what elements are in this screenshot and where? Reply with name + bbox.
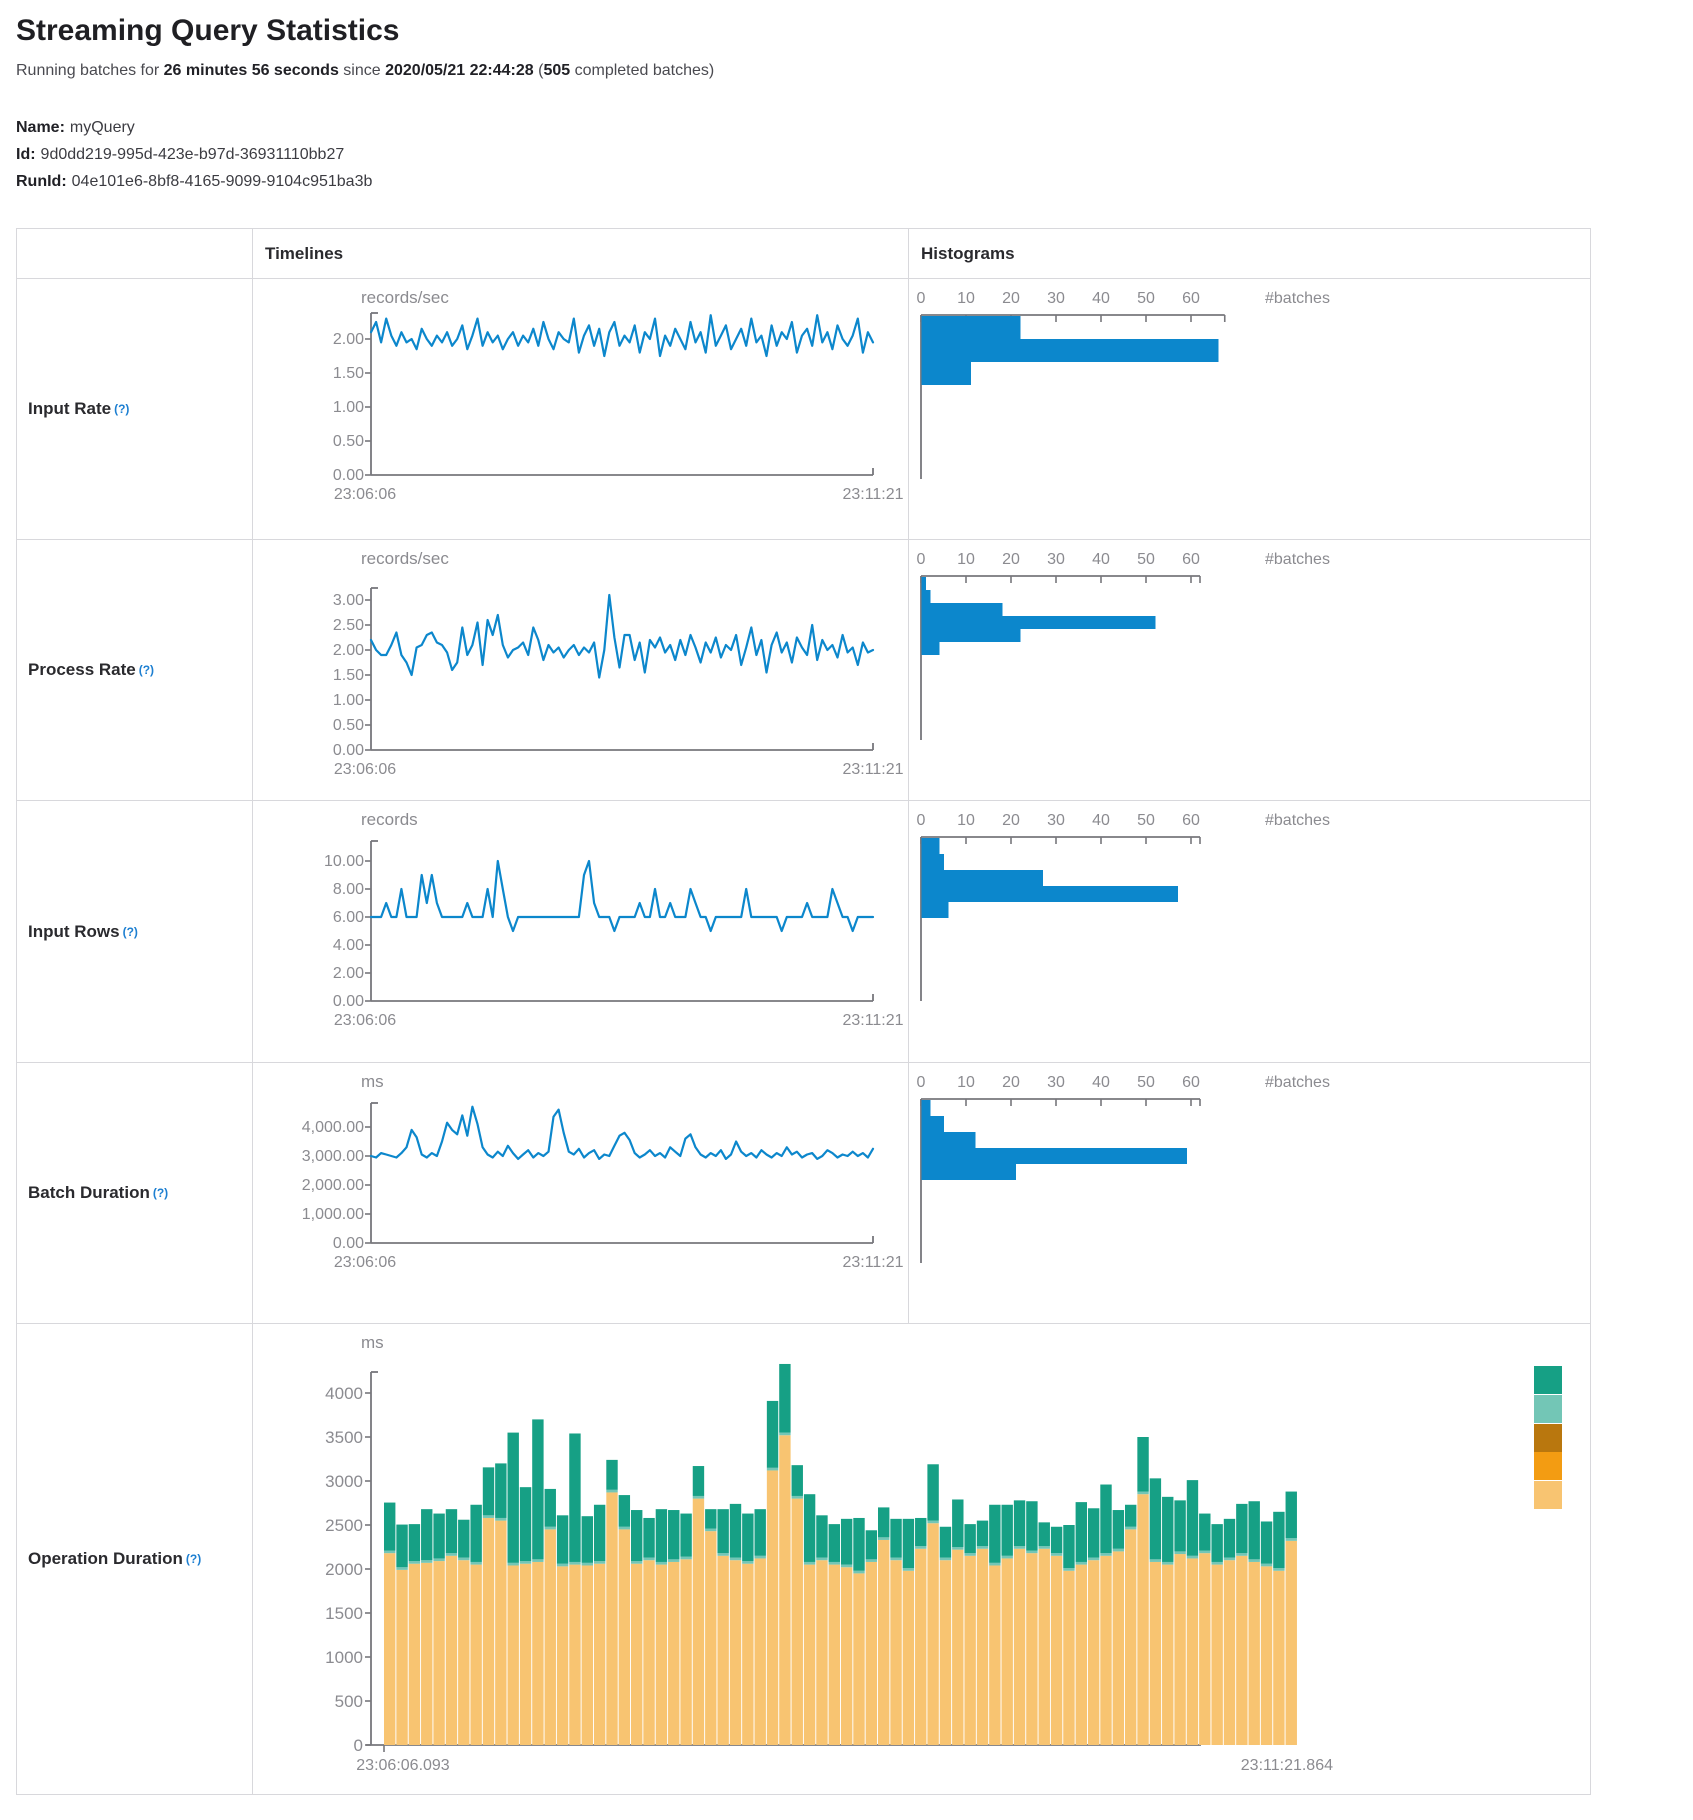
svg-text:records/sec: records/sec bbox=[361, 288, 449, 307]
batch-duration-label: Batch Duration bbox=[28, 1183, 150, 1202]
statistics-table bbox=[16, 228, 1591, 1795]
svg-text:4000: 4000 bbox=[325, 1384, 363, 1403]
svg-text:50: 50 bbox=[1137, 551, 1155, 568]
svg-text:#batches: #batches bbox=[1265, 812, 1330, 829]
process-rate-label: Process Rate bbox=[28, 660, 136, 679]
input-rate-label: Input Rate bbox=[28, 399, 112, 418]
svg-text:23:11:21: 23:11:21 bbox=[842, 486, 904, 503]
svg-text:2.00: 2.00 bbox=[332, 965, 364, 982]
svg-text:0.00: 0.00 bbox=[332, 742, 364, 759]
svg-text:1.50: 1.50 bbox=[332, 667, 364, 684]
running-batches-summary bbox=[16, 62, 714, 80]
legend-swatch-0 bbox=[1534, 1366, 1562, 1394]
svg-text:30: 30 bbox=[1047, 812, 1065, 829]
input-rate-timeline-cell bbox=[253, 279, 909, 540]
svg-text:3,000.00: 3,000.00 bbox=[301, 1148, 364, 1165]
svg-text:10.00: 10.00 bbox=[323, 853, 364, 870]
input-rows-histogram-chart bbox=[909, 801, 1588, 1062]
process-rate-histogram-chart bbox=[909, 540, 1588, 800]
svg-text:23:11:21.864: 23:11:21.864 bbox=[1240, 1757, 1333, 1774]
operation-duration-label: Operation Duration bbox=[28, 1549, 183, 1568]
svg-text:8.00: 8.00 bbox=[332, 881, 364, 898]
id-label: Id: bbox=[16, 146, 36, 163]
legend-swatch-2 bbox=[1534, 1424, 1562, 1452]
input-rate-histogram-chart bbox=[909, 279, 1588, 539]
svg-text:1500: 1500 bbox=[325, 1604, 363, 1623]
since-label: since bbox=[338, 62, 386, 79]
svg-text:0: 0 bbox=[353, 1736, 363, 1755]
svg-text:3500: 3500 bbox=[325, 1428, 363, 1447]
svg-text:0.50: 0.50 bbox=[332, 717, 364, 734]
svg-text:2000: 2000 bbox=[325, 1560, 363, 1579]
svg-text:23:06:06: 23:06:06 bbox=[333, 486, 397, 503]
header-histograms: Histograms bbox=[909, 229, 1590, 279]
svg-text:30: 30 bbox=[1047, 1074, 1065, 1091]
running-duration: 26 minutes 56 seconds bbox=[163, 62, 339, 79]
header-timelines: Timelines bbox=[253, 229, 909, 279]
svg-text:23:06:06: 23:06:06 bbox=[333, 1254, 397, 1271]
svg-text:500: 500 bbox=[334, 1692, 363, 1711]
svg-text:50: 50 bbox=[1137, 290, 1155, 307]
name-value: myQuery bbox=[69, 119, 135, 136]
row-label-process-rate bbox=[17, 540, 253, 801]
svg-text:0.00: 0.00 bbox=[332, 467, 364, 484]
svg-text:60: 60 bbox=[1182, 1074, 1200, 1091]
svg-text:10: 10 bbox=[957, 551, 975, 568]
query-name-line bbox=[16, 119, 135, 137]
svg-text:20: 20 bbox=[1002, 551, 1020, 568]
process-rate-histogram-cell bbox=[909, 540, 1590, 801]
svg-text:0: 0 bbox=[916, 290, 926, 307]
running-prefix: Running batches for bbox=[16, 62, 164, 79]
svg-text:30: 30 bbox=[1047, 290, 1065, 307]
batch-duration-histogram-cell bbox=[909, 1063, 1590, 1324]
row-label-input-rate bbox=[17, 279, 253, 540]
operation-duration-help-icon[interactable]: (?) bbox=[185, 1552, 202, 1566]
svg-text:ms: ms bbox=[361, 1072, 384, 1091]
input-rows-histogram-cell bbox=[909, 801, 1590, 1063]
runid-label: RunId: bbox=[16, 173, 67, 190]
svg-text:10: 10 bbox=[957, 812, 975, 829]
svg-text:ms: ms bbox=[361, 1333, 384, 1352]
svg-text:20: 20 bbox=[1002, 290, 1020, 307]
row-label-operation-duration bbox=[17, 1324, 253, 1794]
svg-text:1,000.00: 1,000.00 bbox=[301, 1206, 364, 1223]
svg-text:30: 30 bbox=[1047, 551, 1065, 568]
batch-duration-help-icon[interactable]: (?) bbox=[152, 1186, 169, 1200]
paren-open: ( bbox=[533, 62, 544, 79]
svg-text:1.50: 1.50 bbox=[332, 365, 364, 382]
legend-swatch-1 bbox=[1534, 1395, 1562, 1423]
svg-text:2,000.00: 2,000.00 bbox=[301, 1177, 364, 1194]
runid-value: 04e101e6-8bf8-4165-9099-9104c951ba3b bbox=[71, 173, 373, 190]
svg-text:0.00: 0.00 bbox=[332, 1235, 364, 1252]
header-empty-cell bbox=[17, 229, 253, 279]
svg-text:0.00: 0.00 bbox=[332, 993, 364, 1010]
page-title: Streaming Query Statistics bbox=[16, 14, 400, 47]
svg-text:50: 50 bbox=[1137, 812, 1155, 829]
batch-duration-timeline-chart bbox=[253, 1063, 907, 1323]
svg-text:10: 10 bbox=[957, 1074, 975, 1091]
svg-text:2.50: 2.50 bbox=[332, 617, 364, 634]
input-rows-timeline-cell bbox=[253, 801, 909, 1063]
name-label: Name: bbox=[16, 119, 65, 136]
row-label-input-rows bbox=[17, 801, 253, 1063]
svg-text:2500: 2500 bbox=[325, 1516, 363, 1535]
svg-text:3000: 3000 bbox=[325, 1472, 363, 1491]
input-rows-help-icon[interactable]: (?) bbox=[122, 924, 138, 939]
svg-text:3.00: 3.00 bbox=[332, 592, 364, 609]
completed-suffix: completed batches) bbox=[570, 62, 715, 79]
id-value: 9d0dd219-995d-423e-b97d-36931110bb27 bbox=[40, 146, 345, 163]
svg-text:23:06:06: 23:06:06 bbox=[333, 1012, 397, 1029]
svg-text:40: 40 bbox=[1092, 290, 1110, 307]
input-rate-histogram-cell bbox=[909, 279, 1590, 540]
input-rate-help-icon[interactable]: (?) bbox=[114, 402, 130, 416]
svg-text:60: 60 bbox=[1182, 812, 1200, 829]
svg-text:23:06:06.093: 23:06:06.093 bbox=[356, 1757, 450, 1774]
svg-text:60: 60 bbox=[1182, 290, 1200, 307]
legend-swatch-4 bbox=[1534, 1481, 1562, 1509]
svg-text:40: 40 bbox=[1092, 812, 1110, 829]
page-header bbox=[16, 14, 399, 48]
svg-text:40: 40 bbox=[1092, 551, 1110, 568]
svg-text:0.50: 0.50 bbox=[332, 433, 364, 450]
svg-text:#batches: #batches bbox=[1265, 1074, 1330, 1091]
operation-duration-chart-cell bbox=[253, 1324, 1590, 1794]
svg-text:10: 10 bbox=[957, 290, 975, 307]
svg-text:0: 0 bbox=[916, 812, 926, 829]
process-rate-help-icon[interactable]: (?) bbox=[138, 663, 155, 677]
legend-swatch-3 bbox=[1534, 1452, 1562, 1480]
query-runid-line bbox=[16, 173, 372, 191]
since-time: 2020/05/21 22:44:28 bbox=[385, 62, 534, 79]
svg-text:#batches: #batches bbox=[1265, 551, 1330, 568]
svg-text:40: 40 bbox=[1092, 1074, 1110, 1091]
svg-text:2.00: 2.00 bbox=[332, 642, 364, 659]
svg-text:6.00: 6.00 bbox=[332, 909, 364, 926]
svg-text:2.00: 2.00 bbox=[332, 331, 364, 348]
svg-text:4.00: 4.00 bbox=[332, 937, 364, 954]
batch-duration-histogram-chart bbox=[909, 1063, 1588, 1323]
svg-text:20: 20 bbox=[1002, 812, 1020, 829]
input-rate-timeline-chart bbox=[253, 279, 907, 539]
query-id-line bbox=[16, 146, 344, 164]
svg-text:0: 0 bbox=[916, 1074, 926, 1091]
process-rate-timeline-cell bbox=[253, 540, 909, 801]
svg-text:records/sec: records/sec bbox=[361, 549, 449, 568]
svg-text:1.00: 1.00 bbox=[332, 399, 364, 416]
svg-text:23:11:21: 23:11:21 bbox=[842, 1012, 904, 1029]
svg-text:50: 50 bbox=[1137, 1074, 1155, 1091]
row-label-batch-duration bbox=[17, 1063, 253, 1324]
svg-text:4,000.00: 4,000.00 bbox=[301, 1119, 364, 1136]
svg-text:1000: 1000 bbox=[325, 1648, 363, 1667]
svg-text:23:06:06: 23:06:06 bbox=[333, 761, 397, 778]
svg-text:60: 60 bbox=[1182, 551, 1200, 568]
operation-duration-stacked-chart bbox=[253, 1324, 1591, 1793]
svg-text:0: 0 bbox=[916, 551, 926, 568]
svg-text:23:11:21: 23:11:21 bbox=[842, 761, 904, 778]
input-rows-label: Input Rows bbox=[28, 921, 120, 941]
process-rate-timeline-chart bbox=[253, 540, 907, 800]
svg-text:23:11:21: 23:11:21 bbox=[842, 1254, 904, 1271]
input-rows-timeline-chart bbox=[253, 801, 907, 1062]
svg-text:#batches: #batches bbox=[1265, 290, 1330, 307]
svg-text:1.00: 1.00 bbox=[332, 692, 364, 709]
batch-duration-timeline-cell bbox=[253, 1063, 909, 1324]
completed-count: 505 bbox=[543, 62, 571, 79]
svg-text:20: 20 bbox=[1002, 1074, 1020, 1091]
svg-text:records: records bbox=[361, 810, 418, 829]
